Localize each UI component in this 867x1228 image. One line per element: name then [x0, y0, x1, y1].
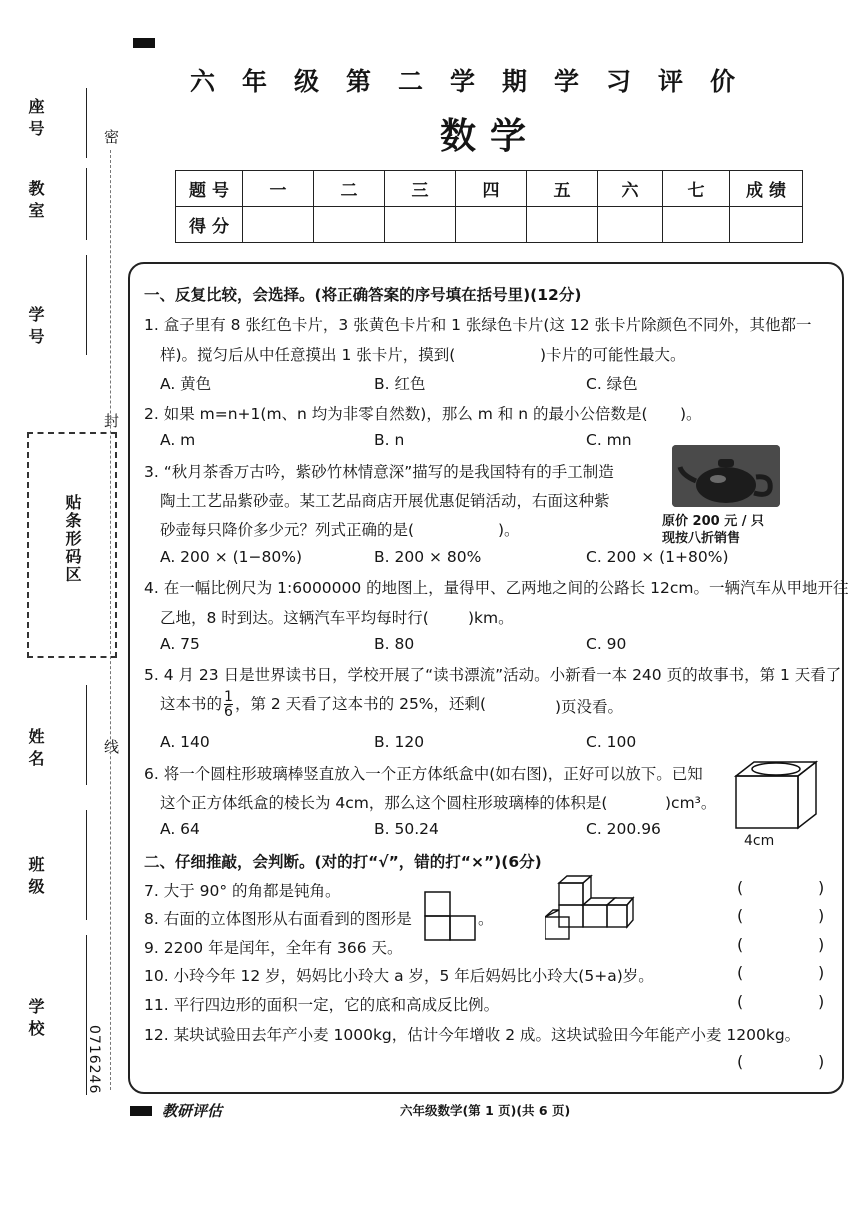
score-header-cell: 题 号: [176, 171, 243, 207]
q7-answer-close: ): [818, 878, 825, 897]
q1-line2a: 样)。搅匀后从中任意摸出 1 张卡片，摸到(: [160, 346, 456, 364]
student-id-fill-line: [86, 255, 87, 355]
q10-text: 10. 小玲今年 12 岁，妈妈比小玲大 a 岁，5 年后妈妈比小玲大(5+a)岁。: [144, 967, 654, 985]
q5-option-c[interactable]: C. 100: [586, 733, 637, 751]
registration-mark: [133, 38, 155, 48]
score-header-cell: 四: [456, 171, 527, 207]
q8-answer-close: ): [818, 906, 825, 925]
exam-title: 六年级第二学期学习评价: [190, 67, 763, 96]
q5-option-a[interactable]: A. 140: [160, 733, 210, 751]
q8-view-figure: [424, 891, 476, 941]
q10-answer-blank[interactable]: [746, 963, 816, 983]
q1-line1: 1. 盒子里有 8 张红色卡片，3 张黄色卡片和 1 张绿色卡片(这 12 张卡片除颜色不同外，其他都一: [144, 316, 812, 334]
q9-text: 9. 2200 年是闰年，全年有 366 天。: [144, 939, 403, 957]
score-cell-2[interactable]: [314, 207, 385, 243]
footer-mark: [130, 1106, 152, 1116]
q6-option-a[interactable]: A. 64: [160, 820, 200, 838]
teapot-image: [672, 445, 780, 507]
q5-option-b[interactable]: B. 120: [374, 733, 425, 751]
q5-line2a: 这本书的: [160, 695, 223, 713]
q6-option-c[interactable]: C. 200.96: [586, 820, 661, 838]
score-header-cell: 五: [527, 171, 598, 207]
q11-answer-open: (: [737, 992, 744, 1011]
q3-line3b: )。: [498, 521, 520, 539]
q11-text: 11. 平行四边形的面积一定，它的底和高成反比例。: [144, 996, 500, 1014]
q2-line1b: )。: [680, 405, 702, 423]
cube-cylinder-figure: [728, 758, 828, 832]
classroom-label: 教室: [26, 180, 45, 224]
q12-text: 12. 某块试验田去年产小麦 1000kg，估计今年增收 2 成。这块试验田今年能产小麦 1200kg。: [144, 1026, 801, 1044]
q5-line1: 5. 4 月 23 日是世界读书日，学校开展了“读书漂流”活动。小新看一本 240 页的故事书，第 1 天看了: [144, 666, 842, 684]
q12-answer-close: ): [818, 1052, 825, 1071]
q2-option-b[interactable]: B. n: [374, 431, 405, 449]
seal-char-mi: 密: [104, 128, 120, 146]
score-cell-4[interactable]: [456, 207, 527, 243]
footer-brand: 教研评估: [162, 1102, 223, 1120]
name-fill-line: [86, 685, 87, 785]
teapot-caption-discount: 现按八折销售: [662, 531, 741, 546]
score-cell-total[interactable]: [730, 207, 803, 243]
seal-dashed-line: [110, 150, 111, 1090]
q9-answer-open: (: [737, 935, 744, 954]
score-header-cell: 一: [243, 171, 314, 207]
q7-text: 7. 大于 90° 的角都是钝角。: [144, 882, 341, 900]
q6-line2a: 这个正方体纸盒的棱长为 4cm，那么这个圆柱形玻璃棒的体积是(: [160, 794, 608, 812]
seal-char-feng: 封: [104, 412, 120, 430]
name-label: 姓名: [26, 728, 45, 772]
score-header-cell: 成 绩: [730, 171, 803, 207]
q3-option-b[interactable]: B. 200 × 80%: [374, 548, 482, 566]
q12-answer-blank[interactable]: [746, 1052, 816, 1072]
q5-fraction: $\frac{1}{6}$: [224, 689, 233, 720]
seat-number-label: 座号: [26, 98, 45, 142]
q5-line2: [160, 690, 486, 719]
score-header-cell: 七: [663, 171, 730, 207]
q2-line1a: 2. 如果 m=n+1(m、n 均为非零自然数)，那么 m 和 n 的最小公倍数是(: [144, 405, 648, 423]
q1-line2b: )卡片的可能性最大。: [540, 346, 686, 364]
q10-answer-close: ): [818, 963, 825, 982]
q3-option-c[interactable]: C. 200 × (1+80%): [586, 548, 729, 566]
q8-answer-blank[interactable]: [746, 906, 816, 926]
q7-answer-open: (: [737, 878, 744, 897]
classroom-fill-line: [86, 168, 87, 240]
subject-title: 数学: [440, 115, 541, 157]
q5-line2b: ，第 2 天看了这本书的 25%，还剩(: [234, 695, 487, 713]
q8-end: 。: [478, 910, 494, 928]
seat-fill-line: [86, 88, 87, 158]
score-table: [175, 170, 803, 243]
teapot-caption-price: 原价 200 元 / 只: [662, 514, 764, 529]
score-header-cell: 二: [314, 171, 385, 207]
score-header-cell: 三: [385, 171, 456, 207]
q6-line2b: )cm³。: [665, 794, 717, 812]
q11-answer-blank[interactable]: [746, 992, 816, 1012]
q11-answer-close: ): [818, 992, 825, 1011]
q4-line2a: 乙地，8 时到达。这辆汽车平均每时行(: [160, 609, 429, 627]
q3-line3a: 砂壶每只降价多少元？列式正确的是(: [160, 521, 415, 539]
q2-option-a[interactable]: A. m: [160, 431, 196, 449]
score-cell-5[interactable]: [527, 207, 598, 243]
student-id-label: 学号: [26, 306, 45, 350]
q4-option-c[interactable]: C. 90: [586, 635, 627, 653]
q8-block-figure: [545, 873, 635, 943]
seal-char-xian: 线: [104, 738, 120, 756]
cube-edge-label: 4cm: [744, 833, 775, 849]
q3-line1: 3. “秋月茶香万古吟，紫砂竹林情意深”描写的是我国特有的手工制造: [144, 463, 614, 481]
score-row-label: 得 分: [176, 207, 243, 243]
q9-answer-blank[interactable]: [746, 935, 816, 955]
school-label: 学校: [26, 998, 45, 1042]
q3-line2: 陶土工艺品紫砂壶。某工艺品商店开展优惠促销活动，右面这种紫: [160, 492, 610, 510]
barcode-area: [27, 432, 117, 658]
q12-answer-open: (: [737, 1052, 744, 1071]
q1-option-c[interactable]: C. 绿色: [586, 375, 638, 393]
q4-option-b[interactable]: B. 80: [374, 635, 415, 653]
q6-option-b[interactable]: B. 50.24: [374, 820, 439, 838]
q9-answer-close: ): [818, 935, 825, 954]
q7-answer-blank[interactable]: [746, 878, 816, 898]
q5-line2c: )页没看。: [555, 698, 624, 716]
q6-line1: 6. 将一个圆柱形玻璃棒竖直放入一个正方体纸盒中(如右图)，正好可以放下。已知: [144, 765, 703, 783]
score-cell-7[interactable]: [663, 207, 730, 243]
class-fill-line: [86, 810, 87, 920]
score-cell-3[interactable]: [385, 207, 456, 243]
q8-text: 8. 右面的立体图形从右面看到的图形是: [144, 910, 412, 928]
paper-code: 0716246: [86, 1025, 102, 1095]
q2-option-c[interactable]: C. mn: [586, 431, 632, 449]
section2-heading: 二、仔细推敲，会判断。(对的打“√”，错的打“×”)(6分): [144, 853, 542, 871]
q4-option-a[interactable]: A. 75: [160, 635, 200, 653]
q8-answer-open: (: [737, 906, 744, 925]
section1-heading: 一、反复比较，会选择。(将正确答案的序号填在括号里)(12分): [144, 286, 582, 304]
score-cell-6[interactable]: [598, 207, 663, 243]
q4-line2b: )km。: [468, 609, 514, 627]
teapot-icon: [672, 445, 780, 507]
q1-option-a[interactable]: A. 黄色: [160, 375, 212, 393]
score-cell-1[interactable]: [243, 207, 314, 243]
footer-page-info: 六年级数学(第 1 页)(共 6 页): [400, 1103, 571, 1118]
score-header-cell: 六: [598, 171, 663, 207]
class-label: 班级: [26, 856, 45, 900]
barcode-area-label: 贴条形码区: [63, 494, 82, 584]
q1-option-b[interactable]: B. 红色: [374, 375, 426, 393]
q3-option-a[interactable]: A. 200 × (1−80%): [160, 548, 303, 566]
q4-line1: 4. 在一幅比例尺为 1:6000000 的地图上，量得甲、乙两地之间的公路长 12cm。一辆汽车从甲地开往: [144, 579, 849, 597]
q10-answer-open: (: [737, 963, 744, 982]
